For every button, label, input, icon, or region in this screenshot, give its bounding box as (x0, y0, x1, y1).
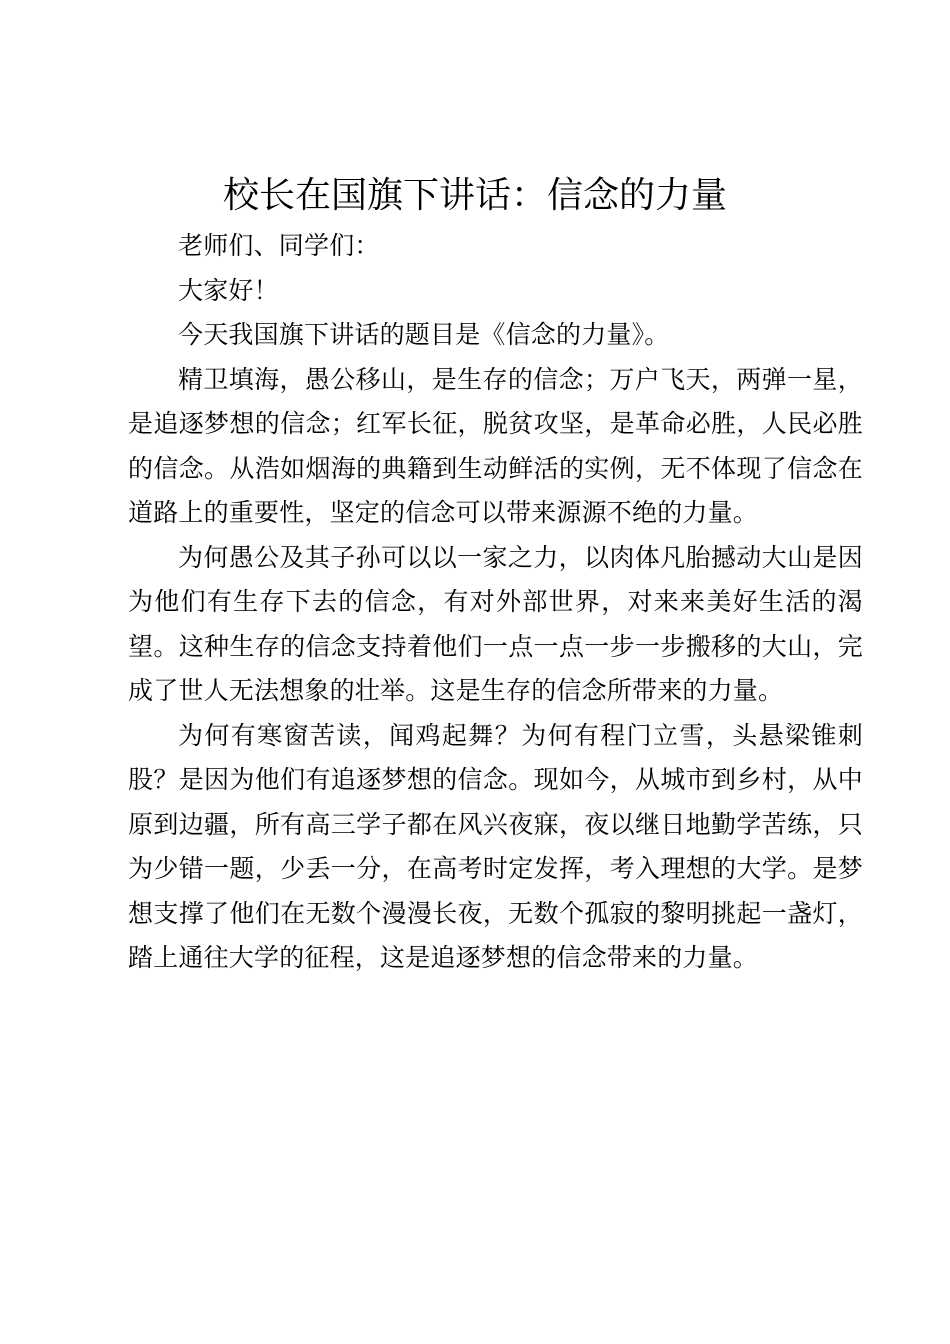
paragraph: 为何愚公及其子孙可以以一家之力，以肉体凡胎撼动大山是因为他们有生存下去的信念，有对外部世界，对来来美好生活的渴望。这种生存的信念支持着他们一点一点一步一步搬移的大山，完成了世人无法想象的壮举。这是生存的信念所带来的力量。 (128, 542, 863, 705)
paragraph: 精卫填海，愚公移山，是生存的信念；万户飞天，两弹一星，是追逐梦想的信念；红军长征，脱贫攻坚，是革命必胜，人民必胜的信念。从浩如烟海的典籍到生动鲜活的实例，无不体现了信念在道路上的重要性，坚定的信念可以带来源源不绝的力量。 (128, 364, 863, 527)
document-title: 校长在国旗下讲话：信念的力量 (222, 175, 727, 216)
greeting: 大家好！ (178, 275, 279, 305)
document-body (128, 224, 863, 981)
paragraph: 今天我国旗下讲话的题目是《信念的力量》。 (178, 320, 670, 349)
paragraph: 为何有寒窗苦读，闻鸡起舞？为何有程门立雪，头悬梁锥刺股？是因为他们有追逐梦想的信念。现如今，从城市到乡村，从中原到边疆，所有高三学子都在风兴夜寐，夜以继日地勤学苦练，只为少错一题，少丢一分，在高考时定发挥，考入理想的大学。是梦想支撑了他们在无数个漫漫长夜，无数个孤寂的黎明挑起一盏灯，踏上通往大学的征程，这是追逐梦想的信念带来的力量。 (128, 720, 863, 972)
salutation: 老师们、同学们： (178, 231, 380, 260)
